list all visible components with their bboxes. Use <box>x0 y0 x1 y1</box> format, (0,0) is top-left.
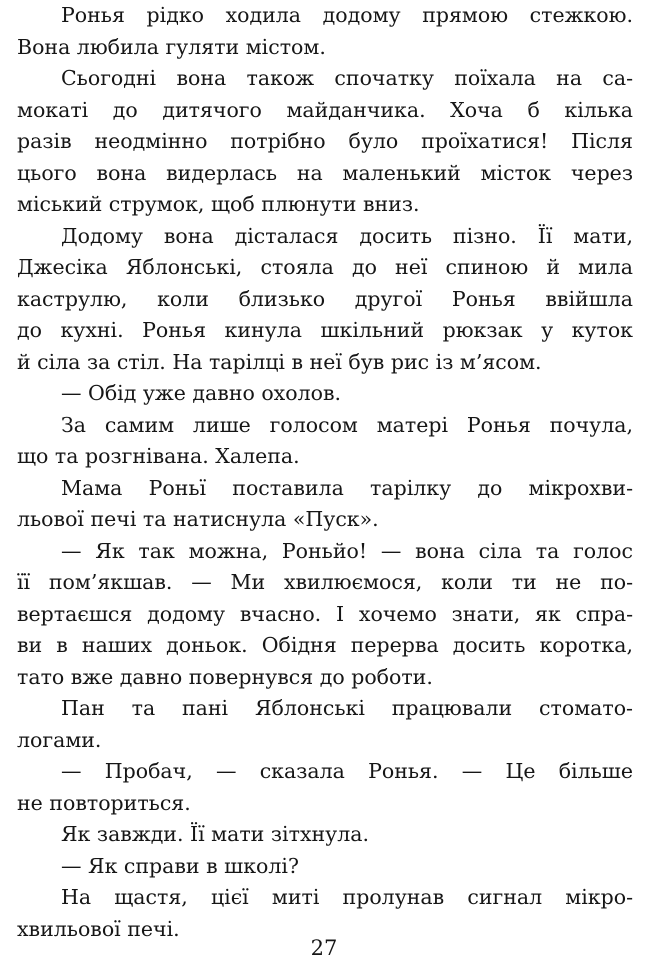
text-line: й сіла за стіл. На тарілці в неї був рис із м’ясом. <box>17 349 542 374</box>
text-line: Додому вона дісталася досить пізно. Її мати, <box>61 223 633 248</box>
text-line: разів неодмінно потрібно було проїхатися! Після <box>17 129 633 153</box>
text-line: За самим лише голосом матері Ронья почула, <box>61 412 633 437</box>
text-line: логами. <box>17 727 102 752</box>
text-line: Сьогодні вона також спочатку поїхала на са- <box>61 66 633 90</box>
text-line: цього вона видерлась на маленький місток через <box>17 160 633 185</box>
body-text <box>17 0 633 945</box>
text-line: міський струмок, щоб плюнути вниз. <box>17 192 420 216</box>
text-line: Ронья рідко ходила додому прямою стежкою. <box>61 3 633 27</box>
text-line: Мама Роньї поставила тарілку до мікрохви- <box>61 475 633 500</box>
text-line: — Як так можна, Роньйо! — вона сіла та голос <box>61 538 633 563</box>
text-line: вертаєшся додому вчасно. І хочемо знати, як спра- <box>17 601 633 626</box>
text-line: мокаті до дитячого майданчика. Хоча б кілька <box>17 97 633 122</box>
page-number: 27 <box>310 936 338 960</box>
text-line: тато вже давно повернувся до роботи. <box>17 664 433 689</box>
text-line: Джесіка Яблонські, стояла до неї спиною й мила <box>17 255 633 279</box>
text-line: каструлю, коли близько другої Ронья ввійшла <box>17 286 633 311</box>
text-line: хвильової печі. <box>17 916 180 941</box>
text-line: що та розгнівана. Халепа. <box>17 444 300 468</box>
text-line: — Обід уже давно охолов. <box>61 381 342 405</box>
text-line: На щастя, цієї миті пролунав сигнал мікро- <box>61 885 633 909</box>
text-line: до кухні. Ронья кинула шкільний рюкзак у куток <box>17 318 633 342</box>
text-line: льової печі та натиснула «Пуск». <box>17 507 379 531</box>
text-line: — Як справи в школі? <box>61 853 299 878</box>
text-line: Вона любила гуляти містом. <box>17 34 326 59</box>
text-line: — Пробач, — сказала Ронья. — Це більше <box>61 759 633 783</box>
text-line: Пан та пані Яблонські працювали стомато- <box>61 696 633 720</box>
text-line: її пом’якшав. — Ми хвилюємося, коли ти не по- <box>17 570 633 594</box>
text-line: Як завжди. Її мати зітхнула. <box>61 822 369 846</box>
text-line: ви в наших доньок. Обідня перерва досить коротка, <box>17 633 633 657</box>
text-line: не повториться. <box>17 790 191 815</box>
